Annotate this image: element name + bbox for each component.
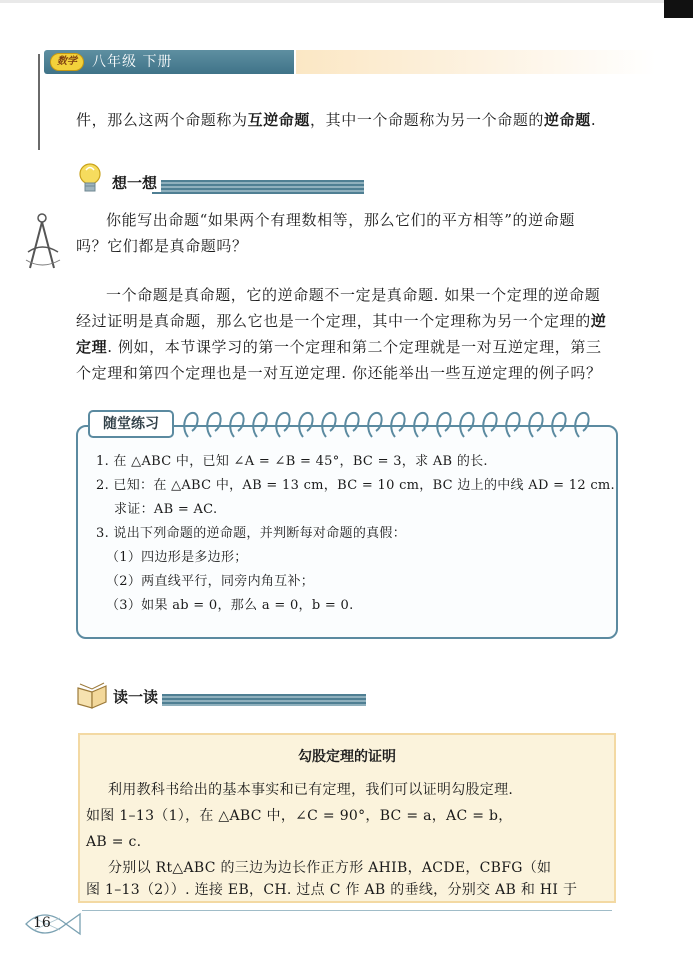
compass-icon xyxy=(24,212,64,274)
spiral-binding xyxy=(180,407,610,443)
exercise-title: 随堂练习 xyxy=(88,410,174,438)
body-line-4: 个定理和第四个定理也是一对互逆定理. 你还能举出一些互逆定理的例子吗？ xyxy=(76,364,602,382)
body-line-1: 一个命题是真命题，它的逆命题不一定是真命题. 如果一个定理的逆命题 xyxy=(106,286,601,304)
intro-line: 件，那么这两个命题称为互逆命题，其中一个命题称为另一个命题的逆命题. xyxy=(76,111,597,129)
read-p2a: 如图 1–13（1），在 △ABC 中，∠C = 90°，BC = a，AC = b， xyxy=(86,808,513,824)
think-line-1: 你能写出命题“如果两个有理数相等，那么它们的平方相等”的逆命题 xyxy=(106,211,575,229)
exercise-q3c: （3）如果 ab = 0，那么 a = 0，b = 0. xyxy=(106,598,354,613)
page-number: 16 xyxy=(33,915,51,931)
think-title: 想一想 xyxy=(108,172,161,193)
fish-icon xyxy=(20,904,84,944)
exercise-q2: 2. 已知：在 △ABC 中，AB = 13 cm，BC = 10 cm，BC 边上的中线 AD = 12 cm. xyxy=(96,478,615,493)
read-p3b: 图 1–13（2））. 连接 EB，CH. 过点 C 作 AB 的垂线，分别交 AB 和 HI 于 xyxy=(86,882,578,898)
footer-rule xyxy=(82,910,612,911)
top-edge xyxy=(0,0,693,3)
read-p3a: 分别以 Rt△ABC 的三边为边长作正方形 AHIB，ACDE，CBFG（如 xyxy=(108,860,552,876)
think-line-2: 吗？它们都是真命题吗？ xyxy=(76,237,248,255)
margin-line xyxy=(38,54,40,150)
exercise-q3: 3. 说出下列命题的逆命题，并判断每对命题的真假： xyxy=(96,526,407,541)
read-p2b: AB = c. xyxy=(86,834,142,850)
think-bar xyxy=(152,180,364,194)
exercise-q2-proof: 求证：AB = AC. xyxy=(114,502,218,517)
lightbulb-icon xyxy=(76,162,106,196)
read-bar xyxy=(162,694,366,706)
header-fade xyxy=(296,50,656,74)
body-line-3: 定理. 例如，本节课学习的第一个定理和第二个定理就是一对互逆定理，第三 xyxy=(76,338,602,356)
exercise-q3b: （2）两直线平行，同旁内角互补； xyxy=(106,574,315,589)
body-line-2: 经过证明是真命题，那么它也是一个定理，其中一个定理称为另一个定理的逆 xyxy=(76,312,607,330)
read-p1: 利用教科书给出的基本事实和已有定理，我们可以证明勾股定理. xyxy=(108,782,514,798)
read-title: 读一读 xyxy=(110,686,161,707)
book-icon xyxy=(76,680,110,710)
exercise-q1: 1. 在 △ABC 中，已知 ∠A = ∠B = 45°，BC = 3，求 AB 的长. xyxy=(96,454,488,469)
subject-badge: 数学 xyxy=(50,53,84,71)
corner-mark xyxy=(664,0,693,18)
read-heading: 勾股定理的证明 xyxy=(298,749,396,765)
grade-label: 八年级 下册 xyxy=(92,54,173,70)
exercise-q3a: （1）四边形是多边形； xyxy=(106,550,248,565)
